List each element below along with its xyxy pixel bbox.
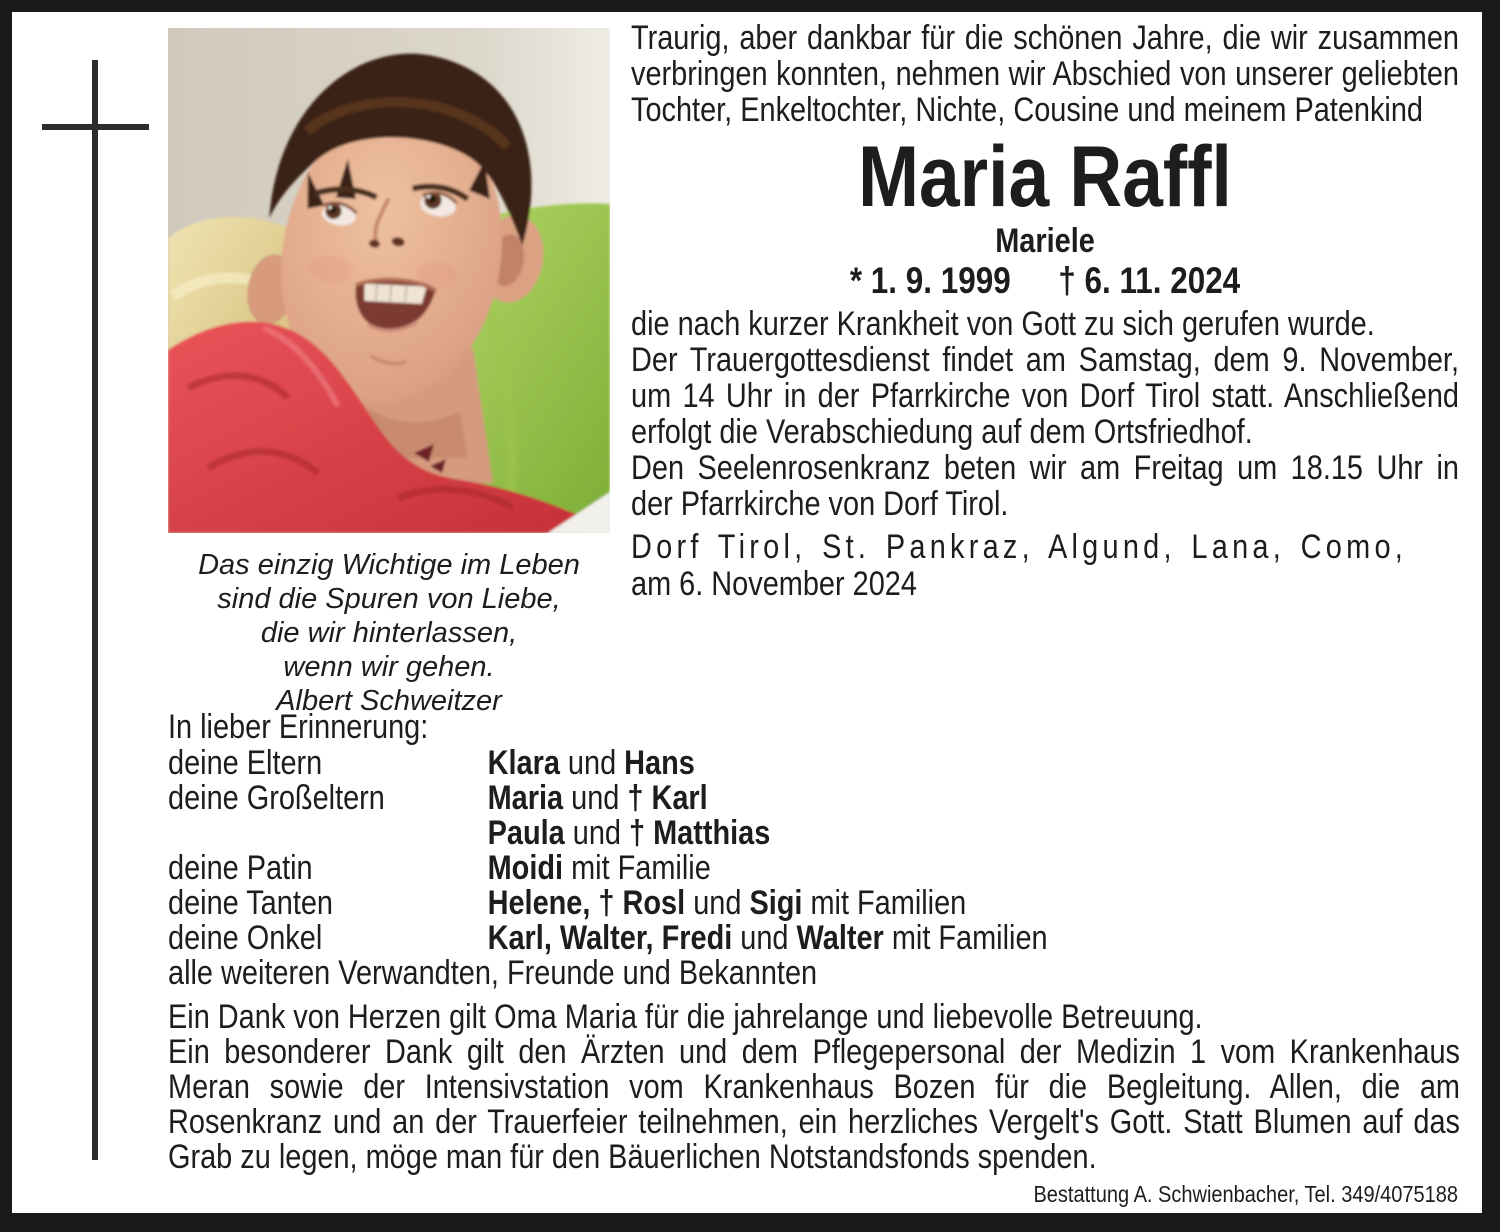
deceased-nickname: Mariele [995,222,1095,260]
birth-date: * 1. 9. 1999 [849,260,1011,301]
places-line: Dorf Tirol, St. Pankraz, Algund, Lana, Como, [631,528,1408,566]
memory-row [168,816,1460,851]
relation-label: deine Onkel [168,919,323,957]
relation-names: Helene, † Rosl und Sigi mit Familien [487,884,967,922]
quote-author: Albert Schweitzer [276,685,502,717]
date-line: am 6. November 2024 [631,565,917,603]
relation-names: Maria und † Karl [487,779,708,817]
memory-section [168,708,1460,1175]
quote-line: die wir hinterlassen, [260,617,518,649]
service-text: Der Trauergottesdienst findet am Samstag, dem 9. November, um 14 Uhr in der Pfarrkirche von Dorf Tirol statt. Anschließend erfolgt die Verabschiedung auf dem Ortsfriedhof. [631,341,1459,451]
funeral-home-contact: Bestattung A. Schwienbacher, Tel. 349/4075188 [1033,1181,1458,1207]
relation-names: Karl, Walter, Fredi und Walter mit Familien [487,919,1048,957]
announcement-column [631,20,1459,603]
relation-label: deine Tanten [168,884,333,922]
quote-line: Das einzig Wichtige im Leben [198,549,580,581]
relation-label: deine Großeltern [168,779,385,817]
memory-heading: In lieber Erinnerung: [168,708,429,746]
called-text: die nach kurzer Krankheit von Gott zu sich gerufen wurde. [631,305,1375,343]
quote-line: sind die Spuren von Liebe, [217,583,561,615]
thanks-hospital: Ein besonderer Dank gilt den Ärzten und dem Pflegepersonal der Medizin 1 vom Krankenhaus Meran sowie der Intensivstation vom Krankenhaus Bozen für die Begleitung. Allen, die am Rosenkranz und an der Trauerfeier teilnehmen, ein herzliches Vergelt's Gott. Statt Blumen auf das Grab zu legen, möge man für den Bäuerlichen Notstandsfonds spenden. [168,1033,1460,1176]
memory-row [168,781,1460,816]
rosary-text: Den Seelenrosenkranz beten wir am Freitag um 18.15 Uhr in der Pfarrkirche von Dorf Tirol. [631,449,1459,523]
relation-label: deine Patin [168,849,313,887]
memory-row [168,746,1460,781]
life-dates [693,260,1397,302]
intro-text: Traurig, aber dankbar für die schönen Jahre, die wir zusammen verbringen konnten, nehmen wir Abschied von unserer geliebten Tochter, Enkeltochter, Nichte, Cousine und meinem Patenkind [631,19,1459,129]
deceased-name: Maria Raffl [858,129,1232,225]
cross-stem [92,60,98,1160]
memory-row [168,851,1460,886]
funeral-home-line [168,1181,1458,1207]
relation-names: Paula und † Matthias [487,814,771,852]
relation-names: Klara und Hans [487,744,695,782]
relation-label [168,816,488,851]
memory-row [168,921,1460,956]
relation-names: Moidi mit Familie [487,849,711,887]
quote-line: wenn wir gehen. [283,651,495,683]
thanks-oma: Ein Dank von Herzen gilt Oma Maria für die jahrelange und liebevolle Betreuung. [168,998,1203,1036]
memory-closing: alle weiteren Verwandten, Freunde und Bekannten [168,954,818,992]
quote-block [160,548,618,718]
death-date: † 6. 11. 2024 [1058,260,1241,301]
cross-arm [42,124,149,130]
relation-label: deine Eltern [168,744,323,782]
memory-row [168,886,1460,921]
portrait-photo [168,28,610,533]
